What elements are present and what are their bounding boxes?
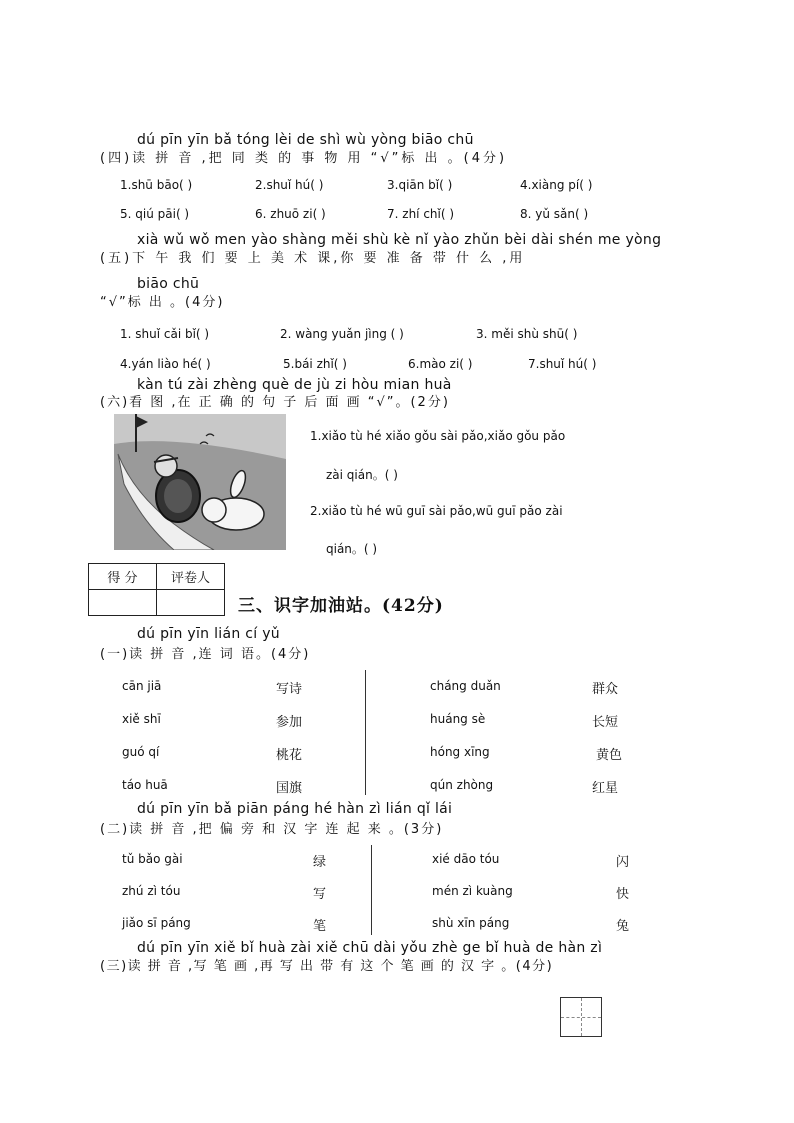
q5-opt-4: 4.yán liào hé( ) (120, 357, 211, 371)
s3q2-right-cn-1: 闪 (616, 855, 630, 870)
grid-vertical-guide (581, 998, 582, 1036)
q4-opt-3: 3.qiān bǐ( ) (387, 178, 453, 192)
s3q2-right-py-2: mén zì kuàng (432, 884, 513, 898)
tortoise-hare-illustration (114, 414, 286, 550)
s3q2-left-cn-3: 笔 (313, 919, 327, 934)
grader-cell[interactable] (157, 590, 225, 616)
q5-pinyin: xià wǔ wǒ men yào shàng měi shù kè nǐ yào zhǔn bèi dài shén me yòng (137, 232, 662, 248)
s3q2-right-py-3: shù xīn páng (432, 916, 510, 930)
q5-pinyin-2: biāo chū (137, 276, 200, 292)
s3q1-right-py-2: huáng sè (430, 712, 486, 726)
s3q2-divider (371, 845, 372, 935)
q5-text: (五)下 午 我 们 要 上 美 术 课,你 要 准 备 带 什 么 ,用 (100, 251, 526, 266)
score-cell[interactable] (89, 590, 157, 616)
q6-sentence-2b: qián。( ) (326, 542, 378, 556)
s3q2-right-cn-3: 兔 (616, 919, 630, 934)
q4-opt-6: 6. zhuō zi( ) (255, 207, 326, 221)
s3q2-pinyin: dú pīn yīn bǎ piān páng hé hàn zì lián qǐ lái (137, 801, 453, 817)
s3q1-left-cn-4: 国旗 (276, 781, 303, 796)
q6-sentence-1b: zài qián。( ) (326, 468, 398, 482)
q6-pinyin: kàn tú zài zhèng què de jù zi hòu mian huà (137, 377, 452, 393)
q6-sentence-2a: 2.xiǎo tù hé wū guī sài pǎo,wū guī pǎo zài (310, 504, 563, 518)
s3q1-left-py-2: xiě shī (122, 712, 161, 726)
score-table (88, 563, 225, 616)
s3q1-right-py-1: cháng duǎn (430, 679, 501, 693)
q5-opt-1: 1. shuǐ cǎi bǐ( ) (120, 327, 210, 341)
s3q1-pinyin: dú pīn yīn lián cí yǔ (137, 626, 280, 642)
s3q1-right-cn-2: 长短 (592, 715, 619, 730)
s3q1-text: (一)读 拼 音 ,连 词 语。(4分) (100, 647, 311, 662)
q5-opt-5: 5.bái zhǐ( ) (283, 357, 347, 371)
s3q3-pinyin: dú pīn yīn xiě bǐ huà zài xiě chū dài yǒu zhè ge bǐ huà de hàn zì (137, 940, 603, 956)
section-3-title: 三、识字加油站。(42分) (238, 596, 444, 616)
score-header: 得 分 (89, 564, 157, 590)
q5-text-2: “√”标 出 。(4分) (100, 295, 225, 310)
s3q1-left-cn-2: 参加 (276, 715, 303, 730)
s3q2-right-cn-2: 快 (616, 887, 630, 902)
s3q2-left-py-3: jiǎo sī páng (122, 916, 191, 930)
q4-opt-1: 1.shū bāo( ) (120, 178, 193, 192)
grader-header: 评卷人 (157, 564, 225, 590)
q5-opt-3: 3. měi shù shū( ) (476, 327, 578, 341)
q5-opt-6: 6.mào zi( ) (408, 357, 473, 371)
writing-grid-box[interactable] (560, 997, 602, 1037)
s3q2-left-py-2: zhú zì tóu (122, 884, 181, 898)
q5-opt-2: 2. wàng yuǎn jìng ( ) (280, 327, 404, 341)
q6-text: (六)看 图 ,在 正 确 的 句 子 后 面 画 “√”。(2分) (100, 395, 450, 410)
s3q2-right-py-1: xié dāo tóu (432, 852, 500, 866)
s3q2-left-cn-2: 写 (313, 887, 327, 902)
s3q1-right-cn-4: 红星 (592, 781, 619, 796)
q4-pinyin: dú pīn yīn bǎ tóng lèi de shì wù yòng biāo chū (137, 132, 474, 148)
q4-opt-4: 4.xiàng pí( ) (520, 178, 593, 192)
q4-text: (四)读 拼 音 ,把 同 类 的 事 物 用 “√”标 出 。(4分) (100, 151, 508, 166)
s3q1-divider (365, 670, 366, 795)
s3q2-left-py-1: tǔ bǎo gài (122, 852, 183, 866)
s3q2-text: (二)读 拼 音 ,把 偏 旁 和 汉 字 连 起 来 。(3分) (100, 822, 444, 837)
s3q1-left-cn-3: 桃花 (276, 748, 303, 763)
q4-opt-8: 8. yǔ sǎn( ) (520, 207, 589, 221)
q4-opt-5: 5. qiú pāi( ) (120, 207, 190, 221)
s3q1-right-py-4: qún zhòng (430, 778, 494, 792)
s3q3-text: (三)读 拼 音 ,写 笔 画 ,再 写 出 带 有 这 个 笔 画 的 汉 字 。(4分) (100, 959, 554, 974)
s3q1-left-py-1: cān jiā (122, 679, 162, 693)
s3q1-right-cn-1: 群众 (592, 682, 619, 697)
s3q1-right-cn-3: 黄色 (596, 748, 623, 763)
q6-sentence-1a: 1.xiǎo tù hé xiǎo gǒu sài pǎo,xiǎo gǒu pǎo (310, 429, 566, 443)
s3q1-left-py-4: táo huā (122, 778, 168, 792)
q5-opt-7: 7.shuǐ hú( ) (528, 357, 597, 371)
s3q1-left-cn-1: 写诗 (276, 682, 303, 697)
q4-opt-7: 7. zhí chǐ( ) (387, 207, 455, 221)
s3q1-left-py-3: guó qí (122, 745, 160, 759)
s3q2-left-cn-1: 绿 (313, 855, 327, 870)
s3q1-right-py-3: hóng xīng (430, 745, 490, 759)
q4-opt-2: 2.shuǐ hú( ) (255, 178, 324, 192)
